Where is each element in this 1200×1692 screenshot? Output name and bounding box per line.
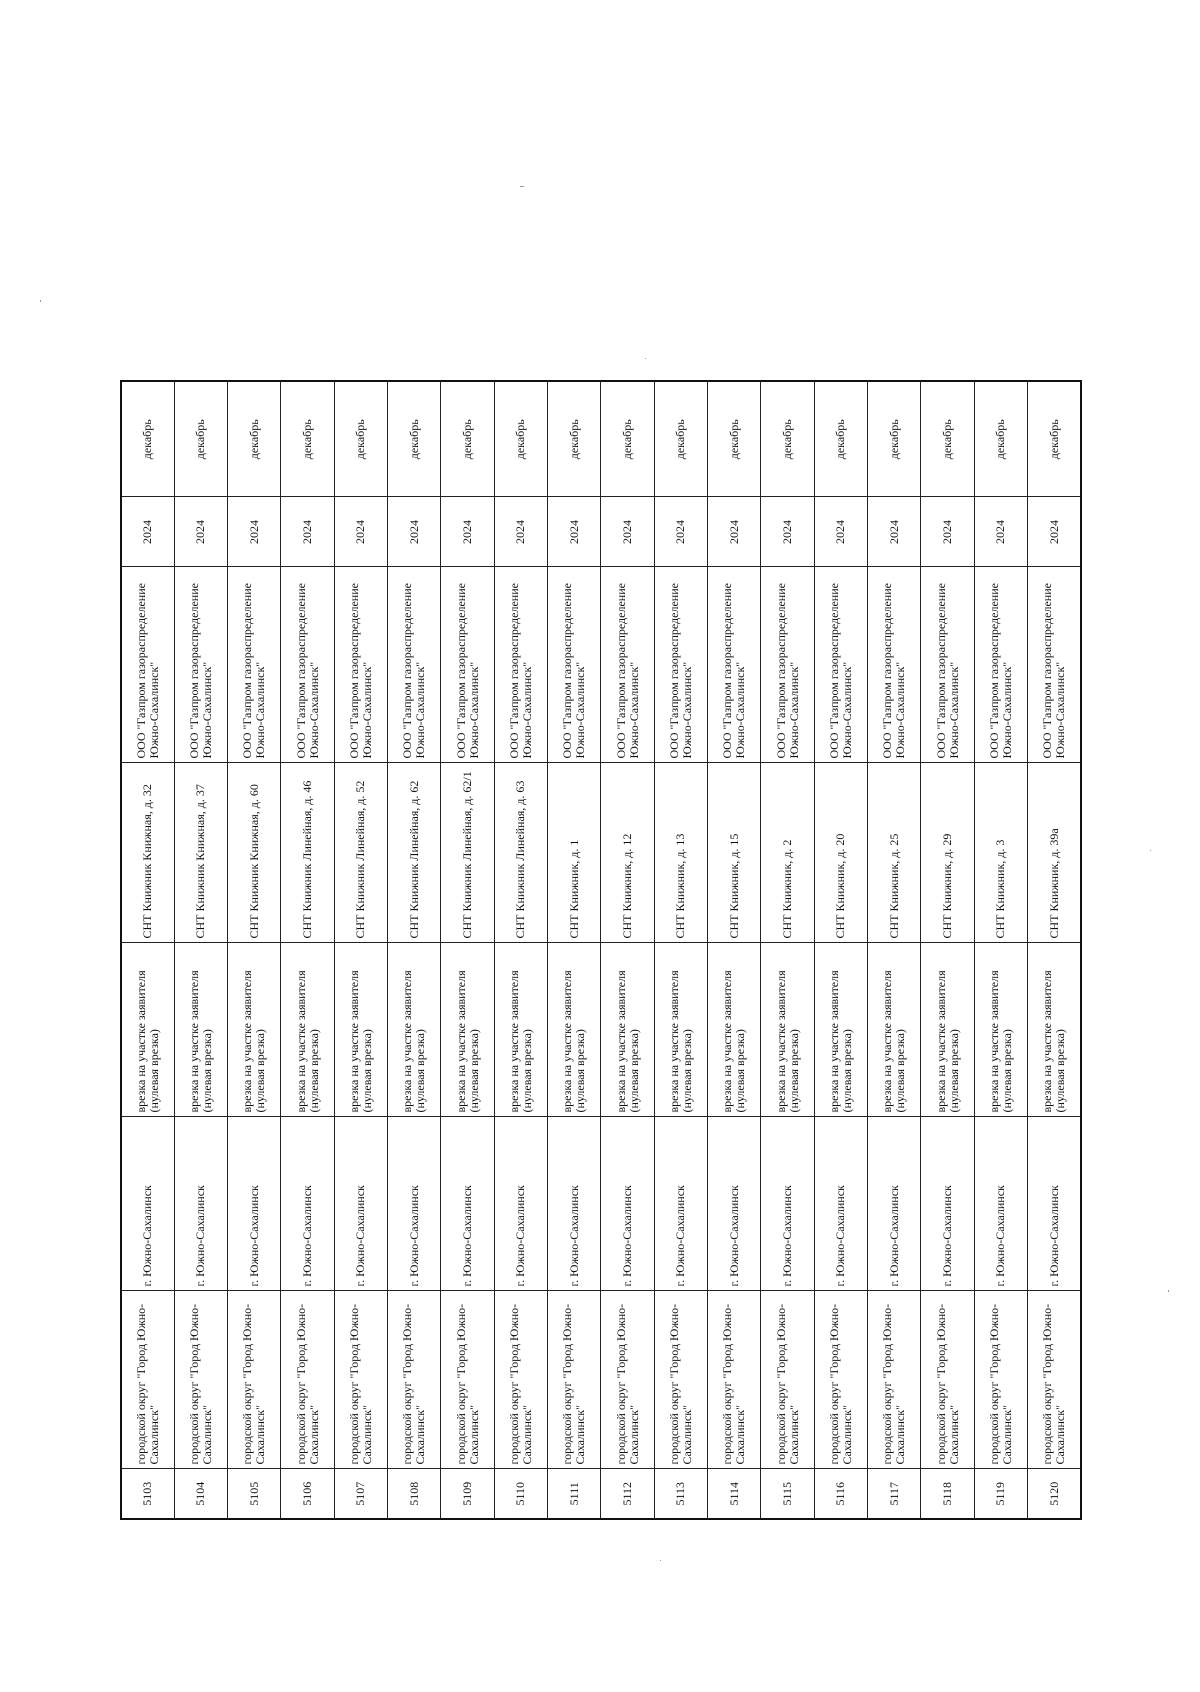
month-cell: декабрь [1028,381,1081,497]
table-row [174,381,227,1519]
district-cell: городской округ "Город Южно-Сахалинск" [334,1291,387,1469]
month-cell: декабрь [441,381,494,497]
work-type-cell: врезка на участке заявителя (нулевая врезка) [654,943,707,1117]
locality-cell: г. Южно-Сахалинск [761,1117,814,1291]
table-row [1028,381,1081,1519]
row-number-cell: 5107 [334,1469,387,1519]
year-cell: 2024 [868,497,921,567]
year-cell: 2024 [548,497,601,567]
work-type-cell: врезка на участке заявителя (нулевая врезка) [814,943,867,1117]
table-row [441,381,494,1519]
row-number-cell: 5104 [174,1469,227,1519]
work-type-cell: врезка на участке заявителя (нулевая врезка) [281,943,334,1117]
locality-cell: г. Южно-Сахалинск [494,1117,547,1291]
district-cell: городской округ "Город Южно-Сахалинск" [654,1291,707,1469]
month-cell: декабрь [281,381,334,497]
locality-cell: г. Южно-Сахалинск [708,1117,761,1291]
address-cell: СНТ Книжник, д. 2 [761,763,814,943]
executor-cell: ООО "Газпром газораспределение Южно-Сахалинск" [601,567,654,763]
scan-speck [520,186,524,187]
row-number-cell: 5108 [388,1469,441,1519]
district-cell: городской округ "Город Южно-Сахалинск" [708,1291,761,1469]
work-type-cell: врезка на участке заявителя (нулевая врезка) [921,943,974,1117]
row-number-cell: 5111 [548,1469,601,1519]
locality-cell: г. Южно-Сахалинск [388,1117,441,1291]
locality-cell: г. Южно-Сахалинск [921,1117,974,1291]
scan-speck [1168,1290,1169,1292]
executor-cell: ООО "Газпром газораспределение Южно-Сахалинск" [494,567,547,763]
district-cell: городской округ "Город Южно-Сахалинск" [1028,1291,1081,1469]
row-number-cell: 5116 [814,1469,867,1519]
executor-cell: ООО "Газпром газораспределение Южно-Сахалинск" [974,567,1027,763]
executor-cell: ООО "Газпром газораспределение Южно-Сахалинск" [921,567,974,763]
district-cell: городской округ "Город Южно-Сахалинск" [601,1291,654,1469]
district-cell: городской округ "Город Южно-Сахалинск" [868,1291,921,1469]
work-type-cell: врезка на участке заявителя (нулевая врезка) [761,943,814,1117]
year-cell: 2024 [601,497,654,567]
executor-cell: ООО "Газпром газораспределение Южно-Сахалинск" [814,567,867,763]
table-row [548,381,601,1519]
locality-cell: г. Южно-Сахалинск [814,1117,867,1291]
district-cell: городской округ "Город Южно-Сахалинск" [974,1291,1027,1469]
table-row [921,381,974,1519]
executor-cell: ООО "Газпром газораспределение Южно-Сахалинск" [121,567,174,763]
month-cell: декабрь [708,381,761,497]
year-cell: 2024 [761,497,814,567]
address-cell: СНТ Книжник Линейная, д. 52 [334,763,387,943]
address-cell: СНТ Книжник Книжная, д. 32 [121,763,174,943]
executor-cell: ООО "Газпром газораспределение Южно-Сахалинск" [868,567,921,763]
scanned-table-page [120,382,1082,1520]
year-cell: 2024 [121,497,174,567]
work-type-cell: врезка на участке заявителя (нулевая врезка) [174,943,227,1117]
locality-cell: г. Южно-Сахалинск [281,1117,334,1291]
executor-cell: ООО "Газпром газораспределение Южно-Сахалинск" [761,567,814,763]
table-row [228,381,281,1519]
executor-cell: ООО "Газпром газораспределение Южно-Сахалинск" [334,567,387,763]
month-cell: декабрь [974,381,1027,497]
address-cell: СНТ Книжник, д. 15 [708,763,761,943]
address-cell: СНТ Книжник, д. 39а [1028,763,1081,943]
district-cell: городской округ "Город Южно-Сахалинск" [388,1291,441,1469]
locality-cell: г. Южно-Сахалинск [174,1117,227,1291]
table-row [868,381,921,1519]
locality-cell: г. Южно-Сахалинск [548,1117,601,1291]
district-cell: городской округ "Город Южно-Сахалинск" [494,1291,547,1469]
row-number-cell: 5120 [1028,1469,1081,1519]
work-type-cell: врезка на участке заявителя (нулевая врезка) [601,943,654,1117]
executor-cell: ООО "Газпром газораспределение Южно-Сахалинск" [281,567,334,763]
table-row [388,381,441,1519]
year-cell: 2024 [1028,497,1081,567]
month-cell: декабрь [761,381,814,497]
locality-cell: г. Южно-Сахалинск [228,1117,281,1291]
month-cell: декабрь [601,381,654,497]
locality-cell: г. Южно-Сахалинск [974,1117,1027,1291]
month-cell: декабрь [814,381,867,497]
row-number-cell: 5118 [921,1469,974,1519]
year-cell: 2024 [174,497,227,567]
address-cell: СНТ Книжник, д. 20 [814,763,867,943]
locality-cell: г. Южно-Сахалинск [601,1117,654,1291]
work-type-cell: врезка на участке заявителя (нулевая врезка) [121,943,174,1117]
month-cell: декабрь [494,381,547,497]
address-cell: СНТ Книжник Линейная, д. 62 [388,763,441,943]
table-row [761,381,814,1519]
scan-speck [1150,850,1151,851]
locality-cell: г. Южно-Сахалинск [121,1117,174,1291]
year-cell: 2024 [441,497,494,567]
executor-cell: ООО "Газпром газораспределение Южно-Сахалинск" [1028,567,1081,763]
table-body [121,381,1081,1519]
year-cell: 2024 [388,497,441,567]
row-number-cell: 5117 [868,1469,921,1519]
locality-cell: г. Южно-Сахалинск [1028,1117,1081,1291]
year-cell: 2024 [281,497,334,567]
table-row [601,381,654,1519]
row-number-cell: 5106 [281,1469,334,1519]
scan-speck [645,358,646,359]
address-cell: СНТ Книжник Книжная, д. 37 [174,763,227,943]
work-type-cell: врезка на участке заявителя (нулевая врезка) [334,943,387,1117]
table-row [974,381,1027,1519]
address-cell: СНТ Книжник, д. 3 [974,763,1027,943]
work-type-cell: врезка на участке заявителя (нулевая врезка) [974,943,1027,1117]
executor-cell: ООО "Газпром газораспределение Южно-Сахалинск" [441,567,494,763]
work-type-cell: врезка на участке заявителя (нулевая врезка) [441,943,494,1117]
district-cell: городской округ "Город Южно-Сахалинск" [921,1291,974,1469]
address-cell: СНТ Книжник Линейная, д. 46 [281,763,334,943]
gasification-table [120,380,1082,1520]
address-cell: СНТ Книжник, д. 12 [601,763,654,943]
table-row [121,381,174,1519]
locality-cell: г. Южно-Сахалинск [441,1117,494,1291]
month-cell: декабрь [921,381,974,497]
year-cell: 2024 [974,497,1027,567]
rotated-table-wrapper [120,382,1082,1520]
year-cell: 2024 [228,497,281,567]
work-type-cell: врезка на участке заявителя (нулевая врезка) [868,943,921,1117]
month-cell: декабрь [121,381,174,497]
address-cell: СНТ Книжник, д. 25 [868,763,921,943]
scan-speck [40,300,41,302]
executor-cell: ООО "Газпром газораспределение Южно-Сахалинск" [388,567,441,763]
district-cell: городской округ "Город Южно-Сахалинск" [281,1291,334,1469]
row-number-cell: 5114 [708,1469,761,1519]
work-type-cell: врезка на участке заявителя (нулевая врезка) [708,943,761,1117]
district-cell: городской округ "Город Южно-Сахалинск" [174,1291,227,1469]
work-type-cell: врезка на участке заявителя (нулевая врезка) [494,943,547,1117]
executor-cell: ООО "Газпром газораспределение Южно-Сахалинск" [708,567,761,763]
row-number-cell: 5110 [494,1469,547,1519]
month-cell: декабрь [228,381,281,497]
locality-cell: г. Южно-Сахалинск [868,1117,921,1291]
address-cell: СНТ Книжник Книжная, д. 60 [228,763,281,943]
district-cell: городской округ "Город Южно-Сахалинск" [228,1291,281,1469]
address-cell: СНТ Книжник Линейная, д. 63 [494,763,547,943]
table-row [334,381,387,1519]
address-cell: СНТ Книжник, д. 1 [548,763,601,943]
address-cell: СНТ Книжник Линейная, д. 62/1 [441,763,494,943]
year-cell: 2024 [334,497,387,567]
year-cell: 2024 [921,497,974,567]
table-row [494,381,547,1519]
row-number-cell: 5113 [654,1469,707,1519]
address-cell: СНТ Книжник, д. 29 [921,763,974,943]
district-cell: городской округ "Город Южно-Сахалинск" [761,1291,814,1469]
month-cell: декабрь [868,381,921,497]
district-cell: городской округ "Город Южно-Сахалинск" [548,1291,601,1469]
work-type-cell: врезка на участке заявителя (нулевая врезка) [548,943,601,1117]
month-cell: декабрь [654,381,707,497]
executor-cell: ООО "Газпром газораспределение Южно-Сахалинск" [548,567,601,763]
table-row [814,381,867,1519]
locality-cell: г. Южно-Сахалинск [334,1117,387,1291]
address-cell: СНТ Книжник, д. 13 [654,763,707,943]
work-type-cell: врезка на участке заявителя (нулевая врезка) [1028,943,1081,1117]
table-row [654,381,707,1519]
work-type-cell: врезка на участке заявителя (нулевая врезка) [228,943,281,1117]
month-cell: декабрь [388,381,441,497]
scan-speck [660,1560,661,1561]
year-cell: 2024 [654,497,707,567]
year-cell: 2024 [708,497,761,567]
year-cell: 2024 [814,497,867,567]
district-cell: городской округ "Город Южно-Сахалинск" [121,1291,174,1469]
year-cell: 2024 [494,497,547,567]
district-cell: городской округ "Город Южно-Сахалинск" [814,1291,867,1469]
row-number-cell: 5105 [228,1469,281,1519]
table-row [281,381,334,1519]
row-number-cell: 5119 [974,1469,1027,1519]
month-cell: декабрь [334,381,387,497]
district-cell: городской округ "Город Южно-Сахалинск" [441,1291,494,1469]
row-number-cell: 5109 [441,1469,494,1519]
executor-cell: ООО "Газпром газораспределение Южно-Сахалинск" [654,567,707,763]
row-number-cell: 5103 [121,1469,174,1519]
executor-cell: ООО "Газпром газораспределение Южно-Сахалинск" [228,567,281,763]
executor-cell: ООО "Газпром газораспределение Южно-Сахалинск" [174,567,227,763]
row-number-cell: 5112 [601,1469,654,1519]
table-row [708,381,761,1519]
locality-cell: г. Южно-Сахалинск [654,1117,707,1291]
row-number-cell: 5115 [761,1469,814,1519]
month-cell: декабрь [174,381,227,497]
work-type-cell: врезка на участке заявителя (нулевая врезка) [388,943,441,1117]
month-cell: декабрь [548,381,601,497]
